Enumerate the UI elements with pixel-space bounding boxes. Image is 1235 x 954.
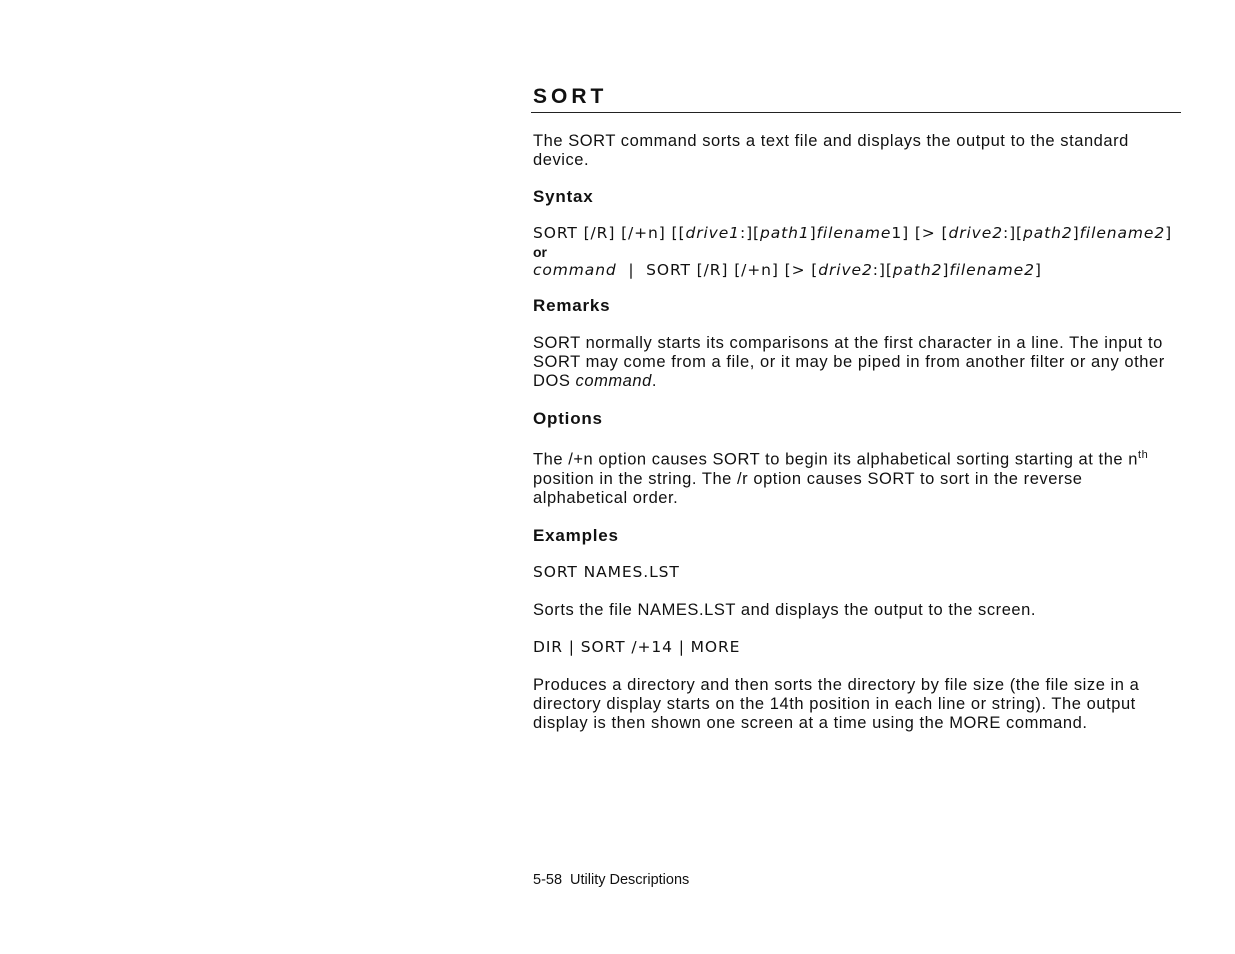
syntax-text: SORT [/R] [/+n] [[	[533, 224, 686, 242]
section-name: Utility Descriptions	[570, 872, 690, 888]
syntax-param: drive2	[948, 224, 1003, 242]
remarks-heading: Remarks	[533, 296, 611, 315]
remarks-paragraph	[533, 334, 1181, 391]
example-1-description: Sorts the file NAMES.LST and displays the output to the screen.	[533, 600, 1037, 619]
example-2-description: Produces a directory and then sorts the directory by file size (the file size in a directory display starts on the 14th position in each line or string). The output display is then shown one screen at a time using the MORE command.	[533, 675, 1140, 732]
syntax-param: path2	[892, 261, 943, 279]
syntax-text: ]	[1072, 224, 1080, 242]
syntax-line-2	[533, 261, 1181, 280]
syntax-text: :][	[872, 261, 893, 279]
title-rule	[531, 112, 1181, 113]
syntax-text: ]	[942, 261, 950, 279]
options-heading: Options	[533, 409, 603, 428]
example-1-code: SORT NAMES.LST	[533, 562, 680, 581]
options-text: position in the string. The /r option causes SORT to sort in the reverse alphabetical order.	[533, 469, 1083, 507]
example-2-code: DIR | SORT /+14 | MORE	[533, 637, 741, 656]
page-title: SORT	[533, 85, 608, 108]
remarks-text: SORT normally starts its comparisons at the first character in a line. The input to SORT may come from a file, or it may be piped in from another filter or any other DOS	[533, 334, 1165, 390]
remarks-italic: command	[575, 372, 652, 390]
syntax-text: :][	[739, 224, 760, 242]
syntax-heading: Syntax	[533, 187, 594, 206]
syntax-param: filename	[816, 224, 892, 242]
syntax-param: path1	[759, 224, 810, 242]
syntax-text: ]	[1165, 224, 1173, 242]
page-footer	[533, 872, 697, 888]
options-superscript: th	[1138, 449, 1149, 461]
syntax-param: path2	[1023, 224, 1073, 242]
options-paragraph	[533, 446, 1181, 508]
syntax-text: :][	[1002, 224, 1023, 242]
options-text: The /+n option causes SORT to begin its alphabetical sorting starting at the n	[533, 450, 1139, 469]
syntax-text: ]	[1034, 261, 1042, 279]
syntax-text: ]	[809, 224, 817, 242]
syntax-text: | SORT [/R] [/+n] [> [	[616, 261, 819, 279]
examples-heading: Examples	[533, 525, 619, 545]
syntax-param: command	[533, 261, 617, 279]
syntax-line-1	[533, 224, 1181, 243]
syntax-param: filename2	[949, 261, 1035, 279]
syntax-text: 1] [> [	[891, 224, 949, 242]
page-number: 5-58	[533, 872, 563, 888]
intro-paragraph: The SORT command sorts a text file and displays the output to the standard device.	[533, 132, 1129, 169]
syntax-param: filename2	[1079, 224, 1166, 242]
syntax-param: drive1	[685, 224, 740, 242]
syntax-param: drive2	[818, 261, 873, 279]
document-page	[533, 84, 1181, 733]
syntax-or: or	[533, 244, 547, 260]
remarks-text: .	[651, 372, 657, 390]
